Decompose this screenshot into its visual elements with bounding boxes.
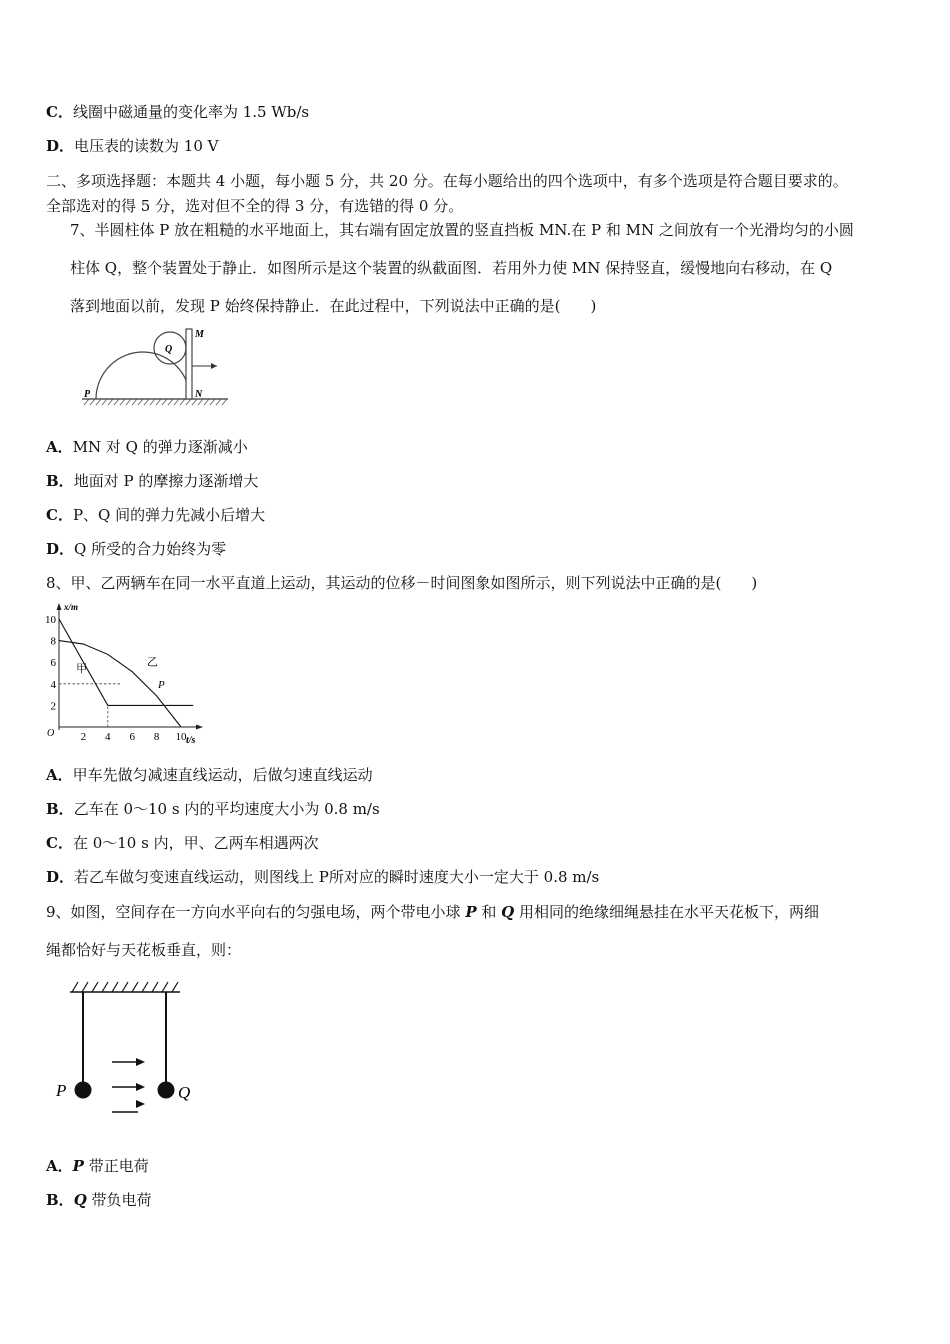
y-tick-label: 4 xyxy=(50,678,56,691)
x-tick-label: 4 xyxy=(105,731,111,743)
option-text: 乙车在 0～10 s 内的平均速度大小为 0.8 m/s xyxy=(73,800,380,818)
option-letter: D． xyxy=(46,137,75,155)
y-tick-label: 8 xyxy=(50,635,56,648)
option-letter: B． xyxy=(46,472,74,490)
option-text: P、Q 间的弹力先减小后增大 xyxy=(72,506,266,524)
q9-text: 和 xyxy=(476,903,502,921)
option-letter: D． xyxy=(46,540,75,558)
ceiling-hatch xyxy=(72,982,178,992)
q9-option-b xyxy=(46,1190,152,1210)
label-n: N xyxy=(195,389,203,400)
x-tick-label: 10 xyxy=(175,731,187,743)
var-q: Q xyxy=(73,1191,87,1209)
q7-option-d xyxy=(46,539,226,559)
x-tick-label: 6 xyxy=(129,731,135,743)
var-q: Q xyxy=(501,903,515,921)
option-letter: A． xyxy=(46,438,73,456)
label-m: M xyxy=(195,329,204,340)
option-letter: B． xyxy=(46,1191,74,1209)
q8-xt-chart xyxy=(40,600,210,750)
q7-stem-line2: 柱体 Q，整个装置处于静止．如图所示是这个装置的纵截面图．若用外力使 MN 保持竖直，缓慢地向右移动，在 Q xyxy=(70,259,833,277)
q8-option-c xyxy=(46,833,319,853)
y-tick-label: 2 xyxy=(50,700,56,713)
annotation-label-p: P xyxy=(158,678,165,691)
field-arrow-head xyxy=(136,1058,145,1066)
option-text: 带负电荷 xyxy=(86,1191,152,1209)
x-tick-label: 8 xyxy=(153,731,160,743)
label-p: P xyxy=(56,1081,67,1100)
arrow-head xyxy=(211,363,217,369)
x-axis-arrow xyxy=(196,725,203,730)
board-mn xyxy=(186,329,192,399)
option-text: 在 0～10 s 内，甲、乙两车相遇两次 xyxy=(72,834,319,852)
q9-option-a xyxy=(46,1156,149,1176)
q8-option-a xyxy=(46,765,373,785)
q8-option-d xyxy=(46,867,599,887)
option-text: 甲车先做匀减速直线运动，后做匀速直线运动 xyxy=(72,766,373,784)
q9-text: 用相同的绝缘细绳悬挂在水平天花板下，两细 xyxy=(514,903,820,921)
q7-stem-line3: 落到地面以前，发现 P 始终保持静止．在此过程中，下列说法中正确的是( ) xyxy=(70,297,597,315)
q7-stem-line1: 7、半圆柱体 P 放在粗糙的水平地面上，其右端有固定放置的竖直挡板 MN.在 P 和 MN 之间放有一个光滑均匀的小圆 xyxy=(70,221,854,239)
origin-label: O xyxy=(47,728,55,739)
label-p: P xyxy=(84,389,91,400)
option-letter: C． xyxy=(46,103,73,121)
y-axis-label: x/m xyxy=(64,602,79,612)
x-tick-label: 2 xyxy=(80,731,87,743)
field-arrow-head xyxy=(136,1100,145,1108)
field-arrows xyxy=(112,1058,145,1112)
option-text: 地面对 P 的摩擦力逐渐增大 xyxy=(73,472,259,490)
q8-option-b xyxy=(46,799,380,819)
chart-marks xyxy=(45,614,193,743)
q6-option-c xyxy=(46,102,309,122)
q7-option-a xyxy=(46,437,248,457)
option-text: Q 所受的合力始终为零 xyxy=(74,540,227,558)
section-2-instructions-line2: 全部选对的得 5 分，选对但不全的得 3 分，有选错的得 0 分。 xyxy=(46,197,464,215)
var-p: P xyxy=(72,1157,84,1175)
option-text: MN 对 Q 的弹力逐渐减小 xyxy=(72,438,248,456)
label-q: Q xyxy=(178,1083,191,1102)
q9-figure xyxy=(50,978,200,1108)
q9-stem-line2: 绳都恰好与天花板垂直，则： xyxy=(46,941,242,959)
var-p: P xyxy=(465,903,477,921)
series-label-yi: 乙 xyxy=(146,656,158,669)
y-tick-label: 10 xyxy=(45,614,56,626)
q7-option-b xyxy=(46,471,258,491)
option-letter: A． xyxy=(46,1157,73,1175)
half-cylinder-p xyxy=(96,352,190,399)
q8-stem: 8、甲、乙两辆车在同一水平直道上运动，其运动的位移－时间图象如图所示，则下列说法中正确的是( ) xyxy=(46,574,758,592)
option-text: 带正电荷 xyxy=(83,1157,149,1175)
q9-text: 9、如图，空间存在一方向水平向右的匀强电场，两个带电小球 xyxy=(46,903,466,921)
y-tick-label: 6 xyxy=(50,657,56,670)
q6-option-d xyxy=(46,136,218,156)
ball-p xyxy=(75,1082,92,1099)
series-label-jia: 甲 xyxy=(76,662,88,675)
option-letter: D． xyxy=(46,868,75,886)
option-letter: C． xyxy=(46,834,73,852)
option-text: 若乙车做匀变速直线运动，则图线上 P所对应的瞬时速度大小一定大于 0.8 m/s xyxy=(74,868,600,886)
y-axis-arrow xyxy=(57,603,62,610)
label-q: Q xyxy=(165,344,173,355)
option-letter: C． xyxy=(46,506,73,524)
section-2-instructions-line1: 二、多项选择题：本题共 4 小题，每小题 5 分，共 20 分。在每小题给出的四个选项中，有多个选项是符合题目要求的。 xyxy=(46,172,848,190)
option-letter: A． xyxy=(46,766,73,784)
q7-option-c xyxy=(46,505,265,525)
ground-hatch xyxy=(84,399,227,405)
option-letter: B． xyxy=(46,800,74,818)
field-arrow-head xyxy=(136,1083,145,1091)
option-text: 线圈中磁通量的变化率为 1.5 Wb/s xyxy=(72,103,310,121)
option-text: 电压表的读数为 10 V xyxy=(74,137,219,155)
ball-q xyxy=(158,1082,175,1099)
q7-figure xyxy=(80,325,230,410)
x-axis-label: t/s xyxy=(186,735,196,746)
q9-stem-line1 xyxy=(46,902,819,922)
